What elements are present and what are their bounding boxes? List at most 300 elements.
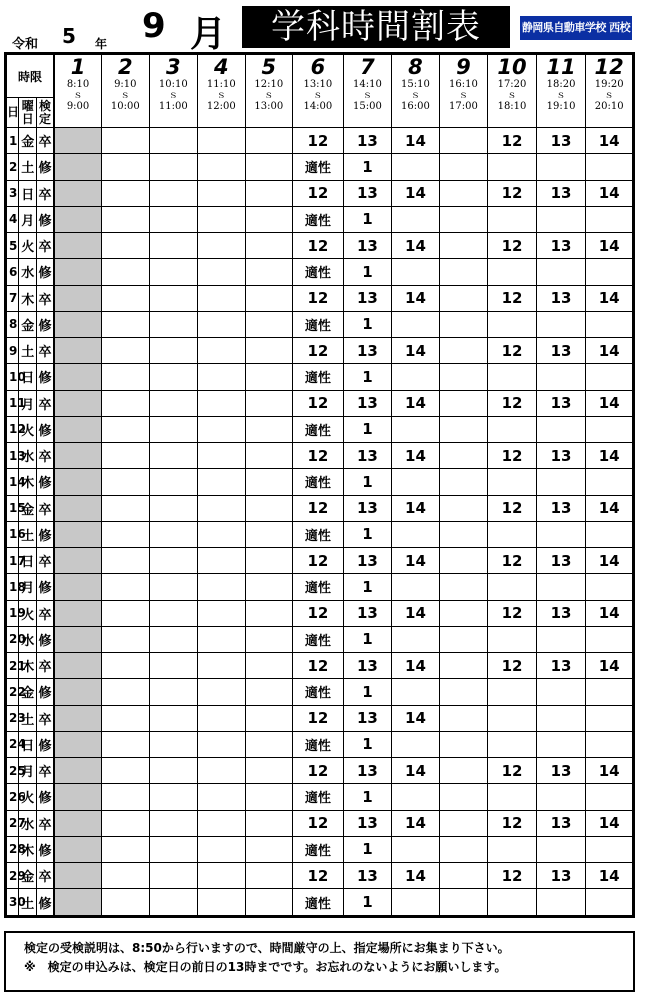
class-cell: 13 [536, 285, 586, 311]
day-cell: 18 [6, 574, 19, 600]
weekday-cell: 月 [19, 574, 37, 600]
exam-type-cell: 卒 [36, 758, 54, 784]
class-cell [54, 259, 102, 285]
class-cell: 13 [536, 338, 586, 364]
day-cell: 9 [6, 338, 19, 364]
class-cell [245, 705, 293, 731]
class-cell [488, 784, 537, 810]
class-cell [54, 469, 102, 495]
day-cell: 22 [6, 679, 19, 705]
table-row [6, 863, 634, 889]
class-cell [245, 574, 293, 600]
exam-type-cell: 卒 [36, 705, 54, 731]
class-cell: 14 [392, 758, 440, 784]
class-cell: 12 [293, 705, 344, 731]
class-cell [439, 836, 488, 862]
period-end: 19:10 [546, 101, 576, 112]
class-cell [149, 390, 198, 416]
day-cell: 19 [6, 600, 19, 626]
exam-type-cell: 修 [36, 206, 54, 232]
weekday-cell: 土 [19, 154, 37, 180]
period-start: 9:10 [114, 79, 137, 90]
class-cell [586, 731, 634, 757]
class-cell: 13 [536, 128, 586, 154]
timetable [4, 52, 635, 918]
class-cell: 12 [488, 810, 537, 836]
class-cell [245, 338, 293, 364]
table-row [6, 469, 634, 495]
class-cell [439, 364, 488, 390]
class-cell: 適性 [293, 206, 344, 232]
class-cell [198, 889, 246, 917]
class-cell: 適性 [293, 836, 344, 862]
class-cell [536, 889, 586, 917]
period-header-4 [198, 54, 246, 128]
period-tilde: ｓ [410, 90, 421, 101]
class-cell [102, 390, 150, 416]
table-row [6, 679, 634, 705]
class-cell: 14 [392, 128, 440, 154]
period-end: 10:00 [110, 101, 140, 112]
class-cell [149, 836, 198, 862]
class-cell: 12 [488, 390, 537, 416]
period-number: 12 [594, 55, 624, 79]
class-cell: 適性 [293, 679, 344, 705]
class-cell [149, 784, 198, 810]
class-cell [102, 128, 150, 154]
class-cell [198, 626, 246, 652]
class-cell: 14 [586, 863, 634, 889]
class-cell [198, 705, 246, 731]
class-cell [198, 548, 246, 574]
class-cell [536, 154, 586, 180]
day-header: 日 [6, 98, 19, 128]
class-cell: 12 [488, 758, 537, 784]
table-row [6, 521, 634, 547]
period-start: 19:20 [594, 79, 624, 90]
class-cell [198, 364, 246, 390]
class-cell [149, 548, 198, 574]
class-cell: 12 [293, 548, 344, 574]
class-cell [54, 338, 102, 364]
class-cell [54, 285, 102, 311]
class-cell: 13 [536, 443, 586, 469]
class-cell [198, 311, 246, 337]
class-cell [54, 364, 102, 390]
exam-type-cell: 修 [36, 416, 54, 442]
class-cell [536, 705, 586, 731]
period-number: 1 [70, 55, 86, 79]
class-cell [149, 285, 198, 311]
class-cell [245, 311, 293, 337]
class-cell: 1 [343, 836, 392, 862]
exam-type-cell: 修 [36, 889, 54, 917]
class-cell [586, 836, 634, 862]
class-cell [149, 521, 198, 547]
class-cell [198, 443, 246, 469]
period-header-9 [439, 54, 488, 128]
class-cell: 13 [343, 705, 392, 731]
class-cell [439, 758, 488, 784]
class-cell [245, 390, 293, 416]
class-cell [536, 784, 586, 810]
class-cell [245, 889, 293, 917]
exam-type-cell: 修 [36, 574, 54, 600]
period-header-11 [536, 54, 586, 128]
table-row [6, 626, 634, 652]
class-cell: 適性 [293, 731, 344, 757]
class-cell: 13 [343, 863, 392, 889]
class-cell [586, 154, 634, 180]
year-label: 年 [95, 37, 108, 51]
weekday-cell: 火 [19, 784, 37, 810]
class-cell [149, 154, 198, 180]
class-cell: 14 [586, 443, 634, 469]
class-cell [439, 416, 488, 442]
class-cell [198, 180, 246, 206]
day-cell: 25 [6, 758, 19, 784]
exam-type-cell: 卒 [36, 653, 54, 679]
class-cell: 適性 [293, 889, 344, 917]
class-cell [54, 626, 102, 652]
class-cell [439, 128, 488, 154]
table-row [6, 180, 634, 206]
class-cell [586, 259, 634, 285]
class-cell: 13 [343, 285, 392, 311]
class-cell [54, 731, 102, 757]
class-cell: 14 [586, 390, 634, 416]
class-cell: 12 [293, 810, 344, 836]
period-number: 2 [117, 55, 133, 79]
class-cell [54, 495, 102, 521]
class-cell [245, 863, 293, 889]
class-cell: 13 [343, 600, 392, 626]
class-cell [586, 469, 634, 495]
period-number: 8 [408, 55, 423, 79]
class-cell [245, 679, 293, 705]
class-cell: 14 [392, 810, 440, 836]
class-cell: 12 [488, 128, 537, 154]
period-end: 13:00 [254, 101, 284, 112]
class-cell [149, 443, 198, 469]
class-cell: 14 [586, 180, 634, 206]
class-cell [149, 600, 198, 626]
exam-type-cell: 卒 [36, 600, 54, 626]
class-cell [198, 390, 246, 416]
class-cell [245, 653, 293, 679]
class-cell: 14 [392, 600, 440, 626]
table-row [6, 338, 634, 364]
class-cell [102, 679, 150, 705]
class-cell [54, 574, 102, 600]
class-cell [586, 889, 634, 917]
page-header [0, 0, 645, 54]
weekday-cell: 金 [19, 311, 37, 337]
class-cell [102, 784, 150, 810]
weekday-cell: 日 [19, 364, 37, 390]
day-cell: 2 [6, 154, 19, 180]
exam-type-cell: 修 [36, 469, 54, 495]
class-cell [54, 600, 102, 626]
class-cell: 1 [343, 521, 392, 547]
class-cell [439, 600, 488, 626]
class-cell [245, 128, 293, 154]
class-cell [198, 574, 246, 600]
table-row [6, 574, 634, 600]
class-cell: 12 [488, 180, 537, 206]
class-cell: 1 [343, 259, 392, 285]
class-cell [54, 784, 102, 810]
period-number: 6 [310, 55, 326, 79]
class-cell [586, 705, 634, 731]
period-tilde: ｓ [73, 90, 84, 101]
class-cell [102, 548, 150, 574]
day-cell: 15 [6, 495, 19, 521]
weekday-cell: 木 [19, 469, 37, 495]
period-header-7 [343, 54, 392, 128]
class-cell [102, 285, 150, 311]
class-cell [198, 600, 246, 626]
table-row [6, 416, 634, 442]
class-cell: 12 [293, 600, 344, 626]
day-cell: 6 [6, 259, 19, 285]
class-cell [102, 731, 150, 757]
day-cell: 29 [6, 863, 19, 889]
class-cell [102, 364, 150, 390]
exam-type-cell: 修 [36, 259, 54, 285]
month-value: 9 [142, 6, 166, 46]
class-cell [54, 390, 102, 416]
class-cell: 1 [343, 731, 392, 757]
class-cell [102, 469, 150, 495]
class-cell [488, 311, 537, 337]
day-cell: 16 [6, 521, 19, 547]
class-cell [149, 574, 198, 600]
day-cell: 24 [6, 731, 19, 757]
class-cell [392, 731, 440, 757]
class-cell [102, 154, 150, 180]
class-cell [392, 521, 440, 547]
class-cell [536, 416, 586, 442]
class-cell [149, 731, 198, 757]
table-row [6, 154, 634, 180]
class-cell [198, 206, 246, 232]
class-cell [536, 364, 586, 390]
class-cell: 12 [293, 338, 344, 364]
class-cell [198, 731, 246, 757]
class-cell: 適性 [293, 416, 344, 442]
period-number: 3 [166, 55, 181, 79]
exam-type-cell: 修 [36, 784, 54, 810]
class-cell [439, 259, 488, 285]
table-row [6, 206, 634, 232]
class-cell: 1 [343, 469, 392, 495]
class-cell: 12 [488, 548, 537, 574]
class-cell [102, 863, 150, 889]
class-cell [245, 810, 293, 836]
class-cell [149, 863, 198, 889]
class-cell [149, 653, 198, 679]
table-row [6, 128, 634, 154]
class-cell: 12 [293, 180, 344, 206]
class-cell [439, 653, 488, 679]
exam-type-cell: 卒 [36, 128, 54, 154]
class-cell [54, 653, 102, 679]
class-cell: 14 [392, 390, 440, 416]
period-end: 17:00 [449, 101, 478, 112]
period-end: 16:00 [401, 101, 430, 112]
class-cell [488, 259, 537, 285]
class-cell: 14 [392, 443, 440, 469]
table-row [6, 705, 634, 731]
table-row [6, 259, 634, 285]
class-cell [536, 469, 586, 495]
class-cell [102, 653, 150, 679]
table-row [6, 364, 634, 390]
class-cell: 14 [392, 705, 440, 731]
class-cell [488, 154, 537, 180]
class-cell [488, 731, 537, 757]
class-cell [149, 889, 198, 917]
class-cell: 1 [343, 154, 392, 180]
class-cell [392, 784, 440, 810]
class-cell [536, 259, 586, 285]
class-cell [586, 521, 634, 547]
class-cell: 1 [343, 364, 392, 390]
class-cell [488, 206, 537, 232]
weekday-cell: 木 [19, 285, 37, 311]
class-cell: 12 [293, 495, 344, 521]
class-cell: 14 [586, 338, 634, 364]
class-cell [102, 758, 150, 784]
class-cell [102, 416, 150, 442]
class-cell: 適性 [293, 469, 344, 495]
class-cell: 13 [343, 180, 392, 206]
class-cell: 13 [536, 180, 586, 206]
class-cell: 14 [586, 548, 634, 574]
class-cell: 12 [293, 233, 344, 259]
class-cell [439, 521, 488, 547]
class-cell [245, 180, 293, 206]
class-cell: 13 [343, 233, 392, 259]
weekday-cell: 日 [19, 731, 37, 757]
period-number: 5 [261, 55, 277, 79]
class-cell [439, 863, 488, 889]
class-cell: 13 [536, 548, 586, 574]
class-cell [439, 626, 488, 652]
class-cell [198, 259, 246, 285]
weekday-cell: 金 [19, 863, 37, 889]
period-header-1 [54, 54, 102, 128]
class-cell [439, 233, 488, 259]
class-cell [439, 495, 488, 521]
class-cell [198, 810, 246, 836]
day-cell: 23 [6, 705, 19, 731]
day-cell: 5 [6, 233, 19, 259]
class-cell: 12 [293, 863, 344, 889]
class-cell [198, 338, 246, 364]
period-end: 18:10 [497, 101, 527, 112]
class-cell: 適性 [293, 259, 344, 285]
class-cell [439, 390, 488, 416]
class-cell: 13 [343, 810, 392, 836]
month-label: 月 [190, 14, 227, 55]
class-cell [536, 626, 586, 652]
class-cell [439, 731, 488, 757]
exam-type-cell: 修 [36, 731, 54, 757]
class-cell [392, 154, 440, 180]
table-row [6, 600, 634, 626]
class-cell [102, 495, 150, 521]
table-row [6, 390, 634, 416]
day-cell: 8 [6, 311, 19, 337]
exam-type-cell: 修 [36, 364, 54, 390]
class-cell: 14 [586, 233, 634, 259]
exam-type-cell: 卒 [36, 233, 54, 259]
exam-type-cell: 卒 [36, 548, 54, 574]
class-cell [586, 364, 634, 390]
period-number: 11 [546, 55, 576, 79]
notice-line-2: ※ 検定の申込みは、検定日の前日の13時までです。お忘れのないようにお願いします。 [24, 960, 507, 974]
class-cell [439, 338, 488, 364]
class-cell [198, 521, 246, 547]
class-cell [439, 285, 488, 311]
class-cell: 12 [293, 758, 344, 784]
class-cell: 12 [488, 600, 537, 626]
class-cell [149, 626, 198, 652]
class-cell: 12 [293, 443, 344, 469]
class-cell [54, 180, 102, 206]
weekday-cell: 土 [19, 705, 37, 731]
period-header-8 [392, 54, 440, 128]
weekday-cell: 水 [19, 259, 37, 285]
day-cell: 10 [6, 364, 19, 390]
class-cell: 適性 [293, 311, 344, 337]
class-cell [54, 889, 102, 917]
class-cell: 1 [343, 206, 392, 232]
class-cell [536, 731, 586, 757]
class-cell [392, 889, 440, 917]
class-cell [198, 416, 246, 442]
class-cell: 12 [488, 653, 537, 679]
class-cell [488, 679, 537, 705]
class-cell [439, 679, 488, 705]
class-cell: 13 [536, 233, 586, 259]
class-cell [488, 705, 537, 731]
class-cell [488, 574, 537, 600]
class-cell [488, 521, 537, 547]
class-cell [149, 233, 198, 259]
class-cell [536, 836, 586, 862]
exam-type-cell: 修 [36, 836, 54, 862]
class-cell [102, 311, 150, 337]
weekday-cell: 月 [19, 758, 37, 784]
class-cell [586, 311, 634, 337]
day-cell: 21 [6, 653, 19, 679]
weekday-cell: 火 [19, 233, 37, 259]
class-cell: 12 [488, 285, 537, 311]
class-cell: 14 [392, 495, 440, 521]
table-row [6, 810, 634, 836]
exam-type-cell: 卒 [36, 495, 54, 521]
class-cell [439, 469, 488, 495]
class-cell [488, 626, 537, 652]
class-cell: 13 [536, 390, 586, 416]
class-cell [54, 679, 102, 705]
class-cell [536, 311, 586, 337]
class-cell [102, 259, 150, 285]
class-cell: 13 [536, 653, 586, 679]
